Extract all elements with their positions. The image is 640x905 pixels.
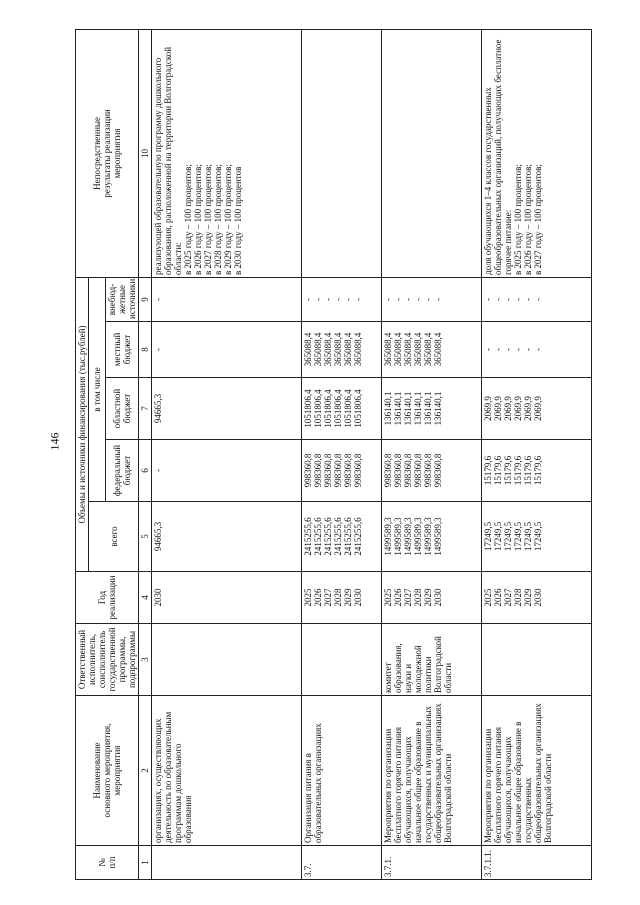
col-number: 2: [139, 696, 152, 846]
table-row: [152, 29, 302, 879]
row-responsible: [302, 624, 382, 696]
table-row: [482, 29, 592, 879]
header-no: № п/п: [76, 846, 139, 880]
row-result: [302, 29, 382, 277]
col-number: 6: [139, 440, 152, 502]
table-row: [382, 29, 482, 879]
row-extra: - - - - - -: [482, 277, 592, 321]
row-name: организациях, осуществляющих деятельность по образовательным программам дошкольного образования: [152, 696, 302, 846]
row-federal: -: [152, 440, 302, 502]
col-number: 1: [139, 846, 152, 880]
col-number: 4: [139, 572, 152, 624]
row-local: - - - - - -: [482, 322, 592, 378]
row-extra: - - - - - -: [302, 277, 382, 321]
funding-table: [75, 29, 592, 880]
col-number: 8: [139, 322, 152, 378]
row-regional: 2069,9 2069,9 2069,9 2069,9 2069,9 2069,9: [482, 378, 592, 440]
row-total: 1499589,3 1499589,3 1499589,3 1499589,3 1499589,3 1499589,3: [382, 502, 482, 572]
header-extra: внебюд- жетные источники: [106, 277, 139, 321]
page-number: 146: [47, 432, 62, 451]
row-federal: 998360,8 998360,8 998360,8 998360,8 998360,8 998360,8: [382, 440, 482, 502]
row-result: доля обучающихся 1–4 классов государственных общеобразовательных организаций, получающих бесплатное горячее питание: в 2025 году – 100 процентов; в 2026 году – 100 процентов; в 2027 году – 100 процентов;: [482, 29, 592, 277]
row-no: [152, 846, 302, 880]
row-result: реализующей образовательную программу дошкольного образования, расположенной на территории Волгоградской области: в 2025 году – 100 процентов; в 2026 году – 100 процентов; в 2027 году – 100 процентов; в 2028 году – 100 процентов; в 2029 году – 100 процентов; в 2030 году – 100 процентов: [152, 29, 302, 277]
header-regional: областной бюджет: [106, 378, 139, 440]
row-responsible: [482, 624, 592, 696]
header-total: всего: [89, 502, 139, 572]
col-number: 3: [139, 624, 152, 696]
header-result: Непосредственные результаты реализации мероприятия: [76, 29, 139, 277]
header-responsible: Ответственный исполнитель, соисполнитель государственной программы, подпрограммы: [76, 624, 139, 696]
row-extra: - - - - - -: [382, 277, 482, 321]
row-no: 3.7.1.1.: [482, 846, 592, 880]
row-regional: 94665,3: [152, 378, 302, 440]
row-name: Организация питания в образовательных организациях: [302, 696, 382, 846]
header-name: Наименование основного мероприятия, мероприятия: [76, 696, 139, 846]
row-local: 365088,4 365088,4 365088,4 365088,4 365088,4 365088,4: [382, 322, 482, 378]
row-federal: 998360,8 998360,8 998360,8 998360,8 998360,8 998360,8: [302, 440, 382, 502]
row-years: 2030: [152, 572, 302, 624]
row-result: [382, 29, 482, 277]
table-row: [302, 29, 382, 879]
col-number: 7: [139, 378, 152, 440]
row-responsible: [152, 624, 302, 696]
row-local: 365088,4 365088,4 365088,4 365088,4 365088,4 365088,4: [302, 322, 382, 378]
header-local: местный бюджет: [106, 322, 139, 378]
col-number: 5: [139, 502, 152, 572]
row-years: 2025 2026 2027 2028 2029 2030: [482, 572, 592, 624]
row-regional: 136140,1 136140,1 136140,1 136140,1 136140,1 136140,1: [382, 378, 482, 440]
row-total: 94665,3: [152, 502, 302, 572]
header-finance-group: Объемы и источники финансирования (тыс.рублей): [76, 277, 89, 571]
header-year: Год реализации: [76, 572, 139, 624]
row-responsible: комитет образования, науки и молодежной политики Волгоградской области: [382, 624, 482, 696]
col-number: 10: [139, 29, 152, 277]
row-name: Мероприятия по организации бесплатного горячего питания обучающихся, получающих начальное общее образование в государственных и муниципальных общеобразовательных организациях Волгоградской области: [382, 696, 482, 846]
row-federal: 15179,6 15179,6 15179,6 15179,6 15179,6 15179,6: [482, 440, 592, 502]
header-including: в том числе: [89, 277, 106, 501]
row-regional: 1051806,4 1051806,4 1051806,4 1051806,4 1051806,4 1051806,4: [302, 378, 382, 440]
row-no: 3.7.1.: [382, 846, 482, 880]
row-no: 3.7.: [302, 846, 382, 880]
rotated-table-container: [75, 30, 615, 880]
row-years: 2025 2026 2027 2028 2029 2030: [382, 572, 482, 624]
row-local: -: [152, 322, 302, 378]
row-years: 2025 2026 2027 2028 2029 2030: [302, 572, 382, 624]
row-total: 2415255,6 2415255,6 2415255,6 2415255,6 2415255,6 2415255,6: [302, 502, 382, 572]
header-federal: федеральный бюджет: [106, 440, 139, 502]
col-number: 9: [139, 277, 152, 321]
row-extra: -: [152, 277, 302, 321]
row-total: 17249,5 17249,5 17249,5 17249,5 17249,5 17249,5: [482, 502, 592, 572]
row-name: Мероприятия по организации бесплатного горячего питания обучающихся, получающих начальное общее образование в государственных общеобразовательных организациях Волгоградской области: [482, 696, 592, 846]
